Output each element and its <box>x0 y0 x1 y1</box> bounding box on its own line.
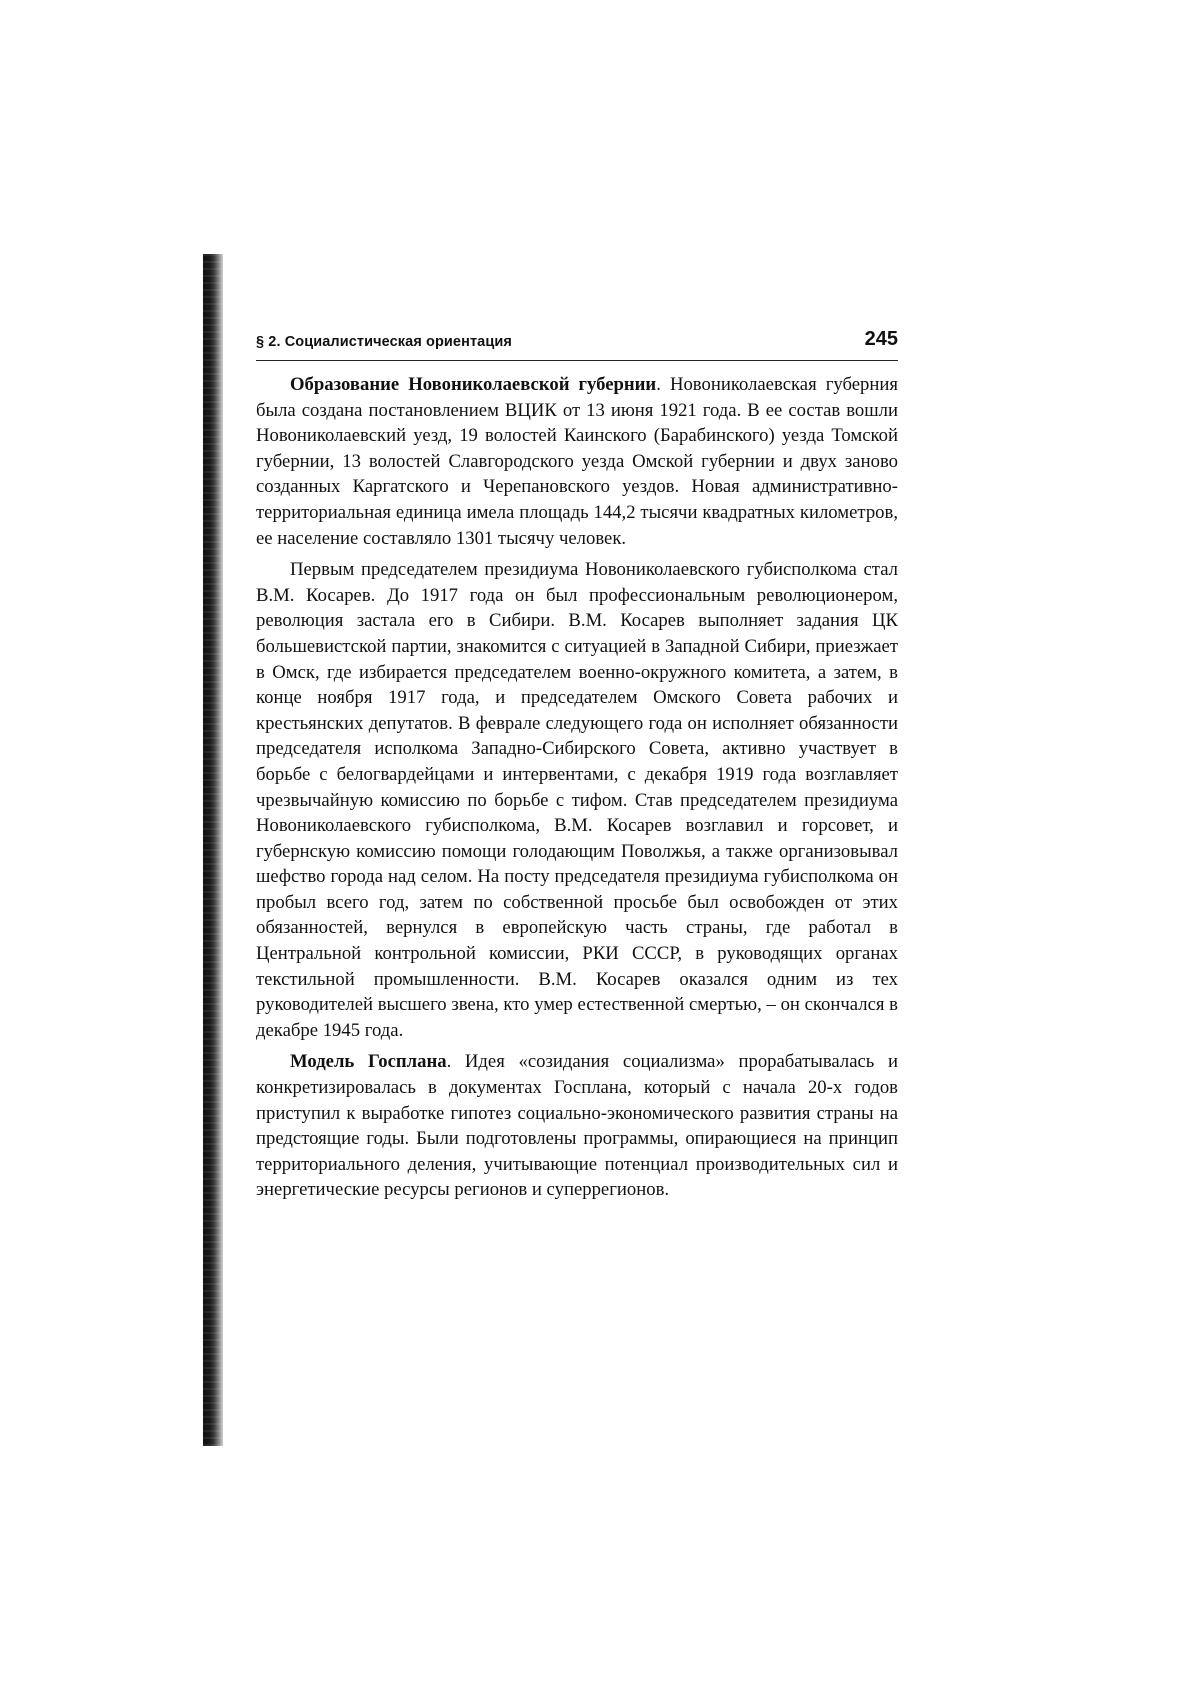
paragraph-heading: Образование Новониколаевской губернии <box>290 374 657 395</box>
paragraph <box>256 372 898 551</box>
page-number: 245 <box>864 328 898 350</box>
running-header <box>256 326 898 361</box>
paragraph-text: . Новониколаевская губерния была создана постановлением ВЦИК от 13 июня 1921 года. В ее состав вошли Новониколаевский уезд, 19 волостей Каинского (Барабинского) уезда Томской губернии, 13 волостей Славгородского уезда Омской губернии и двух заново созданных Каргатского и Черепановского уездов. Новая административно-территориальная единица имела площадь 144,2 тысячи квадратных километров, ее население составляло 1301 тысячу человек. <box>256 374 898 549</box>
section-title: § 2. Социалистическая ориентация <box>256 334 512 350</box>
paragraph-heading: Модель Госплана <box>290 1051 447 1073</box>
paragraph <box>256 557 898 1043</box>
paragraph <box>256 1049 898 1203</box>
paragraph-text: . Идея «созидания социализма» прорабатывалась и конкретизировалась в документах Госплана, который с начала 20-х годов приступил к выработке гипотез социально-экономического развития страны на предстоящие годы. Были подготовлены программы, опирающиеся на принцип территориального деления, учитывающие потенциал производительных сил и энергетические ресурсы регионов и суперрегионов. <box>256 1051 898 1201</box>
paragraph-text: Первым председателем президиума Новониколаевского губисполкома стал В.М. Косарев. До 1917 года он был профессиональным революционером, революция застала его в Сибири. В.М. Косарев выполняет задания ЦК большевистской партии, знакомится с ситуацией в Западной Сибири, приезжает в Омск, где избирается председателем военно-окружного комитета, а затем, в конце ноября 1917 года, и председателем Омского Совета рабочих и крестьянских депутатов. В феврале следующего года он исполняет обязанности председателя исполкома Западно-Сибирского Совета, активно участвует в борьбе с белогвардейцами и интервентами, с декабря 1919 года возглавляет чрезвычайную комиссию по борьбе с тифом. Став председателем президиума Новониколаевского губисполкома, В.М. Косарев возглавил и горсовет, и губернскую комиссию помощи голодающим Поволжья, а также организовывал шефство города над селом. На посту председателя президиума губисполкома он пробыл всего год, затем по собственной просьбе был освобожден от этих обязанностей, вернулся в европейскую часть страны, где работал в Центральной контрольной комиссии, РКИ СССР, в руководящих органах текстильной промышленности. В.М. Косарев оказался одним из тех руководителей высшего звена, кто умер естественной смертью, – он скончался в декабре 1945 года. <box>256 559 898 1041</box>
scanned-binding-edge <box>203 254 223 1446</box>
body-text <box>256 372 898 1209</box>
